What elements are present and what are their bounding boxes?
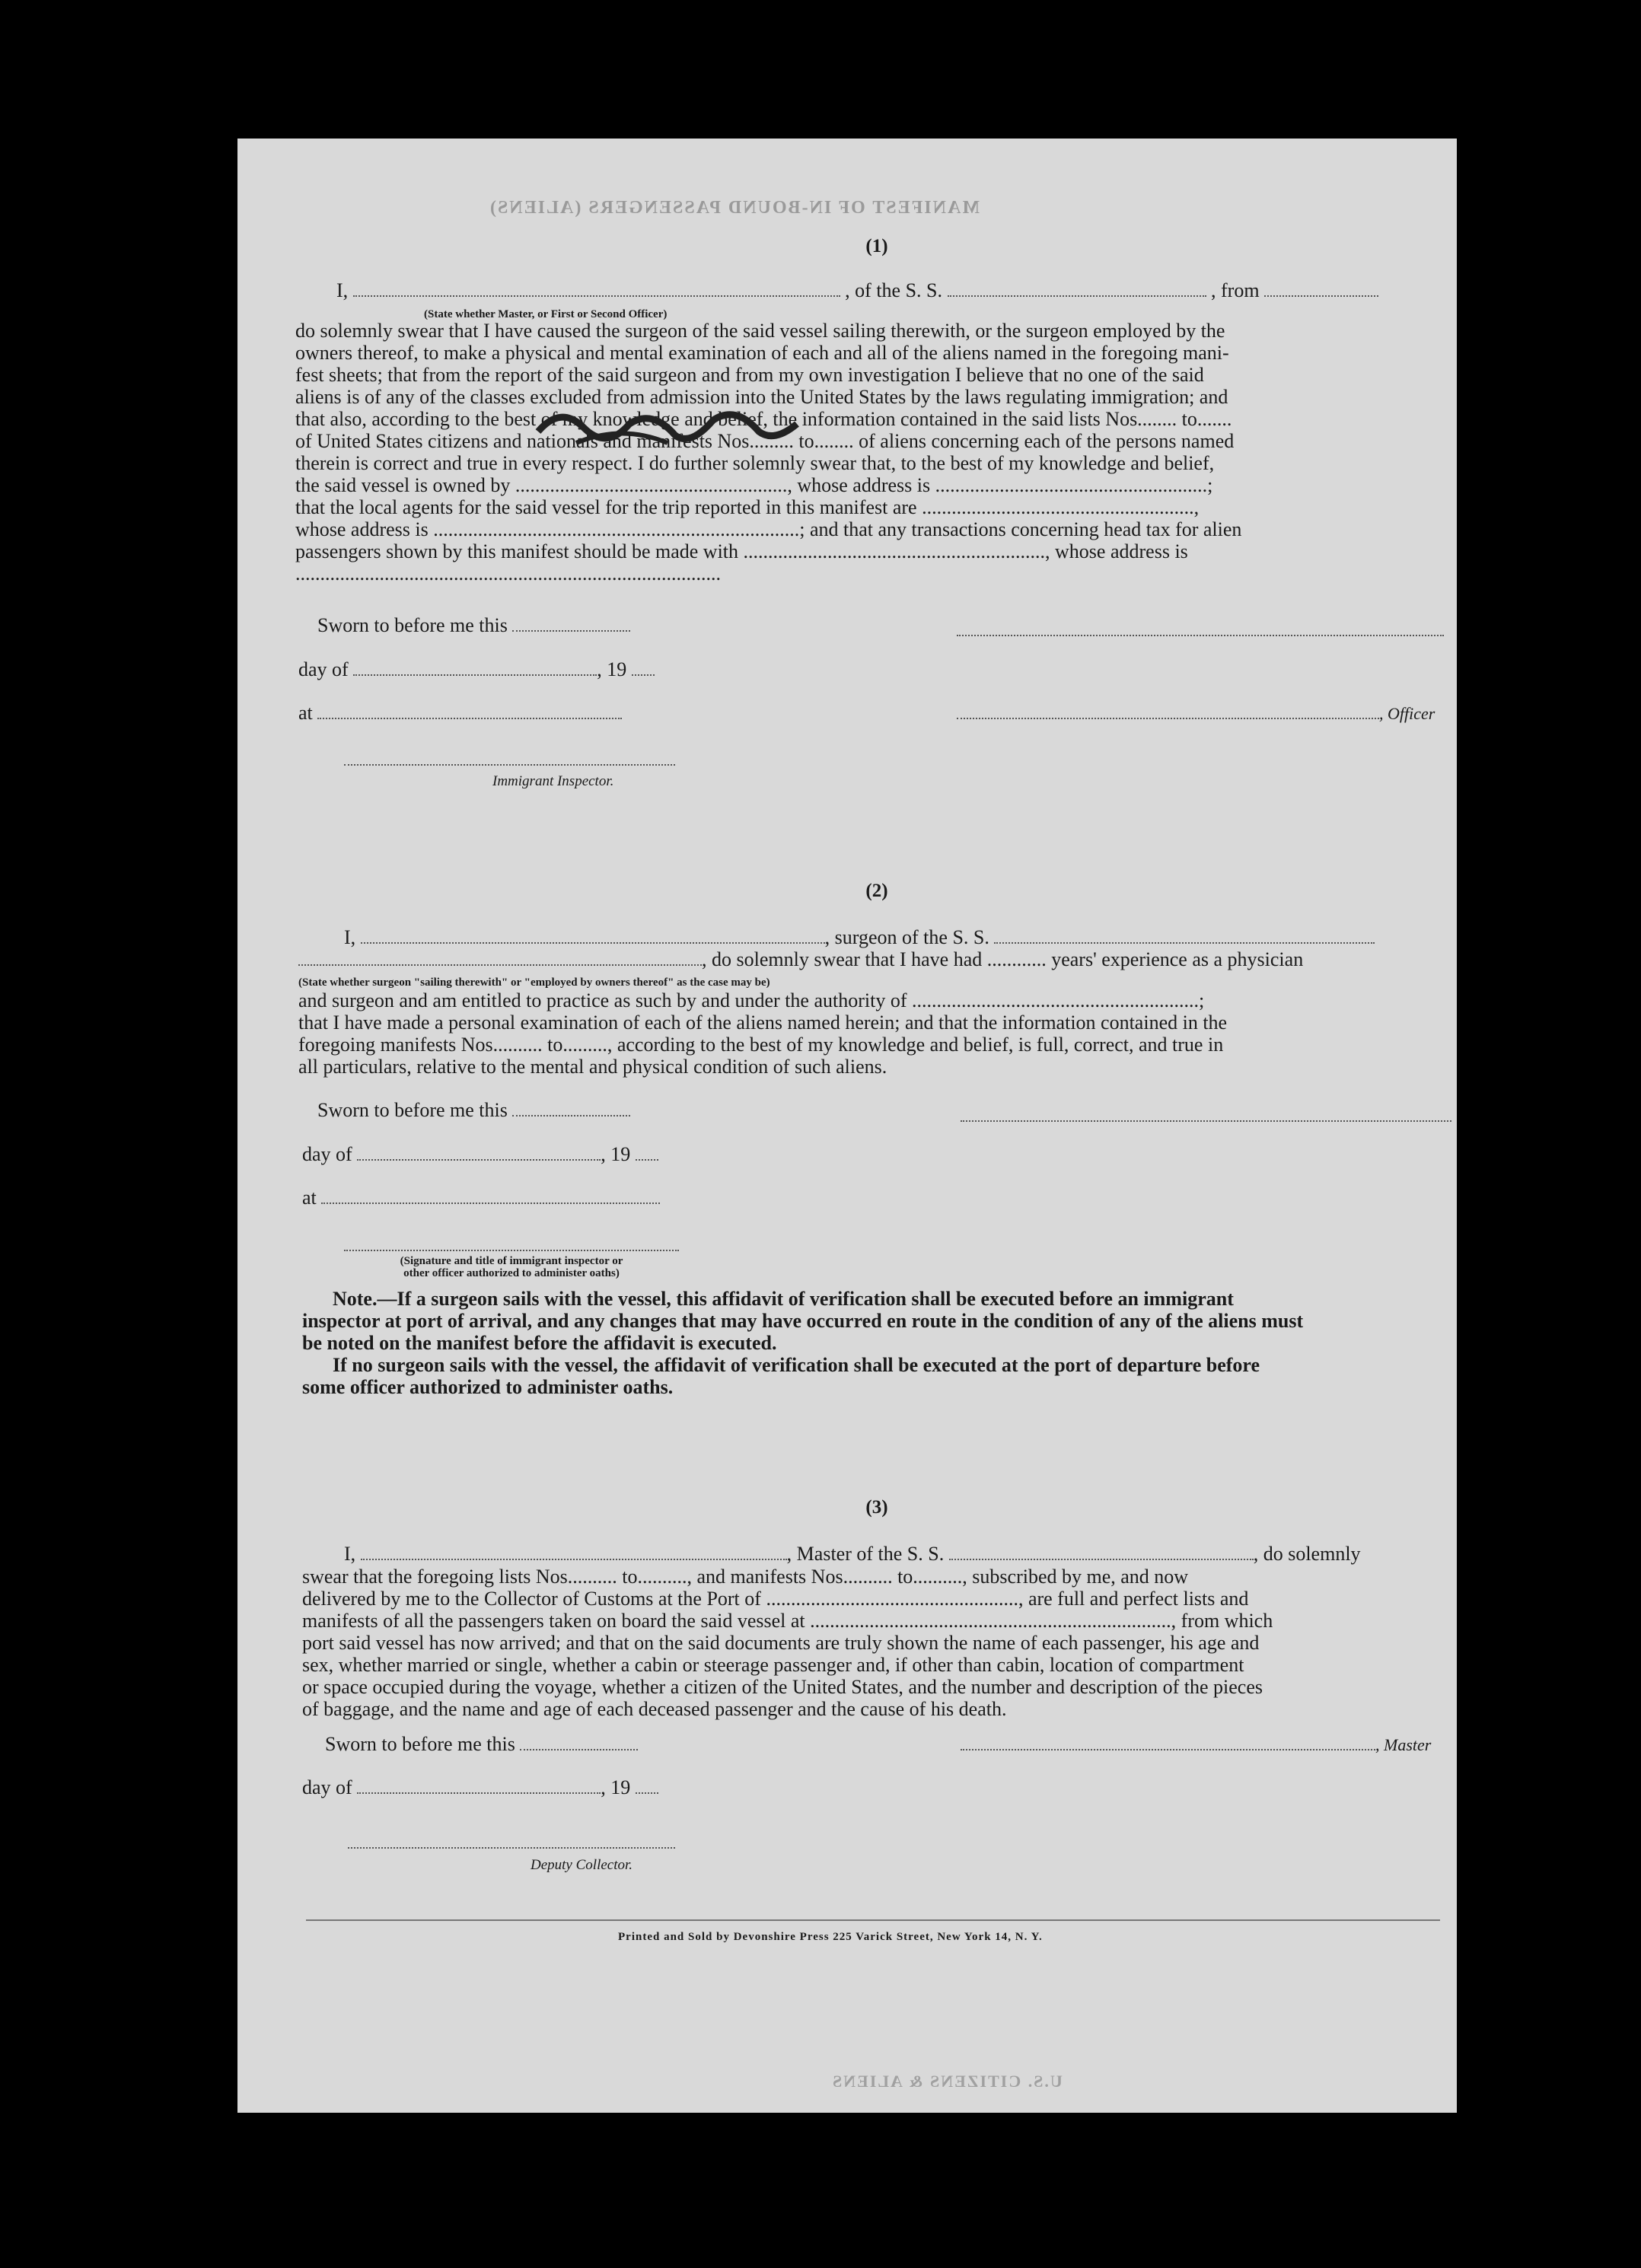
note-line: inspector at port of arrival, and any changes that may have occurred en route in the condition of any of the aliens must	[302, 1310, 1304, 1332]
day-of-label: day of	[302, 1776, 352, 1798]
section-1-line: that also, according to the best of my knowledge and belief, the information contained in the said lists Nos........ to.......	[295, 408, 1232, 430]
section-3-line: manifests of all the passengers taken on board the said vessel at ........................................................................., from which	[302, 1610, 1273, 1632]
binder-hole	[1507, 2047, 1545, 2085]
printer-imprint: Printed and Sold by Devonshire Press 225 Varick Street, New York 14, N. Y.	[618, 1931, 1043, 1943]
section-1-of-ss: , of the S. S.	[845, 279, 943, 301]
section-1-line: do solemnly swear that I have caused the surgeon of the said vessel sailing therewith, or the surgeon employed by the	[295, 320, 1225, 342]
sworn-label: Sworn to before me this	[317, 1099, 508, 1121]
section-1-line: fest sheets; that from the report of the said surgeon and from my own investigation I believe that no one of the said	[295, 364, 1204, 386]
section-3-line: sex, whether married or single, whether a cabin or steerage passenger and, if other than cabin, location of compartment	[302, 1654, 1244, 1676]
binder-hole	[1521, 1448, 1559, 1486]
bleed-through-header: MANIFEST OF IN-BOUND PASSENGERS (ALIENS)	[489, 198, 980, 218]
section-3-number: (3)	[865, 1497, 888, 1518]
signature-caption-line: other officer authorized to administer oaths)	[403, 1267, 620, 1279]
section-2-day-of	[302, 1143, 658, 1166]
section-1-first-line	[336, 279, 1425, 302]
section-1-line: of United States citizens and nationals and manifests Nos......... to........ of aliens concerning each of the persons named	[295, 430, 1235, 452]
section-3-first-line	[344, 1543, 1459, 1566]
section-3-line: port said vessel has now arrived; and that on the said documents are truly shown the name of each passenger, his age and	[302, 1632, 1260, 1654]
section-2-line: all particulars, relative to the mental and physical condition of such aliens.	[298, 1056, 887, 1078]
bleed-through-footer: U.S. CITIZENS & ALIENS	[831, 2072, 1063, 2091]
at-label: at	[298, 702, 313, 724]
section-2-surgeon-of-ss: , surgeon of the S. S.	[824, 926, 989, 948]
section-1-line: that the local agents for the said vessel for the trip reported in this manifest are .......................................................,	[295, 496, 1200, 518]
section-1-sworn	[317, 614, 630, 637]
section-2-line: and surgeon and am entitled to practice as such by and under the authority of ..........................................................;	[298, 989, 1205, 1011]
section-2-inspector-line	[344, 1250, 679, 1251]
handwritten-scribble	[531, 401, 805, 454]
section-1-line: owners thereof, to make a physical and mental examination of each and all of the aliens named in the foregoing mani-	[295, 342, 1229, 364]
section-3-master-of-ss: , Master of the S. S.	[786, 1543, 945, 1565]
section-2-signature-line	[961, 1120, 1451, 1122]
section-3-line: swear that the foregoing lists Nos.......... to.........., and manifests Nos.......... to.........., subscribed by me, and now	[302, 1566, 1189, 1588]
binder-hole	[1517, 786, 1555, 824]
section-3-master	[961, 1733, 1431, 1757]
day-of-label: day of	[302, 1143, 352, 1165]
section-2-surgeon-caption: (State whether surgeon "sailing therewith" or "employed by owners thereof" as the case may be)	[298, 976, 770, 989]
section-1-inspector-label: Immigrant Inspector.	[492, 773, 614, 789]
section-1-i: I,	[336, 279, 349, 301]
section-1-officer	[957, 702, 1435, 725]
section-3-line: delivered by me to the Collector of Customs at the Port of ..................................................., are full and perfect lists and	[302, 1588, 1249, 1610]
section-3-day-of	[302, 1776, 658, 1799]
section-1-inspector-line	[344, 764, 675, 766]
section-3-line: of baggage, and the name and age of each deceased passenger and the cause of his death.	[302, 1698, 1007, 1720]
sworn-label: Sworn to before me this	[317, 614, 508, 636]
section-1-oath-text	[295, 320, 1460, 585]
section-1-line: aliens is of any of the classes excluded from admission into the United States by the laws regulating immigration; and	[295, 386, 1228, 408]
section-2-signature-caption	[378, 1255, 645, 1279]
section-2-line: foregoing manifests Nos.......... to........., according to the best of my knowledge and belief, is full, correct, and true in	[298, 1034, 1224, 1056]
section-2-experience: , do solemnly swear that I have had ............ years' experience as a physician	[702, 948, 1304, 970]
section-2-i: I,	[344, 926, 356, 948]
section-2-at	[302, 1187, 660, 1209]
section-1-line: therein is correct and true in every respect. I do further solemnly swear that, to the best of my knowledge and belief,	[295, 452, 1215, 474]
section-3-sworn	[325, 1733, 638, 1756]
section-3-line: or space occupied during the voyage, whether a citizen of the United States, and the number and description of the pieces	[302, 1676, 1263, 1698]
note-line: some officer authorized to administer oaths.	[302, 1376, 674, 1398]
section-1-officer-caption: (State whether Master, or First or Second Officer)	[424, 308, 668, 320]
section-3-collector-label: Deputy Collector.	[531, 1857, 633, 1873]
section-2-first-line	[344, 926, 1440, 949]
section-2-second-line	[298, 948, 1463, 971]
binder-hole	[1509, 1113, 1547, 1152]
day-of-label: day of	[298, 658, 349, 680]
section-1-line: ......................................................................................	[295, 562, 721, 585]
binder-hole	[1517, 667, 1555, 706]
year-label: , 19	[597, 658, 627, 680]
year-label: , 19	[601, 1143, 631, 1165]
note-line: be noted on the manifest before the affidavit is executed.	[302, 1332, 777, 1354]
section-1-line: passengers shown by this manifest should be made with ............................................................., whose address is	[295, 540, 1188, 562]
section-1-number: (1)	[865, 236, 888, 256]
binder-hole	[1528, 1926, 1566, 1964]
section-3-i: I,	[344, 1543, 356, 1565]
binder-hole	[1517, 189, 1555, 227]
section-2-line: that I have made a personal examination of each of the aliens named herein; and that the information contained in the	[298, 1011, 1228, 1034]
section-1-at	[298, 702, 622, 725]
section-3-oath-text	[302, 1566, 1461, 1720]
document-page	[237, 139, 1457, 2113]
section-1-day-of	[298, 658, 655, 681]
note-line: If no surgeon sails with the vessel, the affidavit of verification shall be executed at the port of departure before	[333, 1354, 1260, 1376]
section-1-line: the said vessel is owned by ......................................................., whose address is .......................................................;	[295, 474, 1213, 496]
section-2-number: (2)	[865, 881, 888, 901]
section-2-oath-text	[298, 989, 1459, 1078]
note-line: Note.—If a surgeon sails with the vessel, this affidavit of verification shall be executed before an immigrant	[333, 1288, 1234, 1310]
section-3-do-solemnly: , do solemnly	[1253, 1543, 1361, 1565]
binder-hole	[1507, 339, 1545, 377]
section-1-signature-line	[957, 635, 1444, 636]
officer-label: , Officer	[1379, 704, 1435, 723]
sworn-label: Sworn to before me this	[325, 1733, 515, 1755]
signature-caption-line: (Signature and title of immigrant inspector or	[400, 1255, 623, 1267]
section-1-from: , from	[1211, 279, 1260, 301]
section-2-note	[302, 1288, 1459, 1398]
footer-rule	[306, 1919, 1440, 1921]
section-2-sworn	[317, 1099, 630, 1122]
year-label: , 19	[601, 1776, 631, 1798]
section-3-collector-line	[348, 1847, 675, 1849]
at-label: at	[302, 1187, 317, 1209]
section-1-line: whose address is ..........................................................................; and that any transactions concerning head tax for alien	[295, 518, 1242, 540]
master-label: , Master	[1375, 1735, 1432, 1754]
